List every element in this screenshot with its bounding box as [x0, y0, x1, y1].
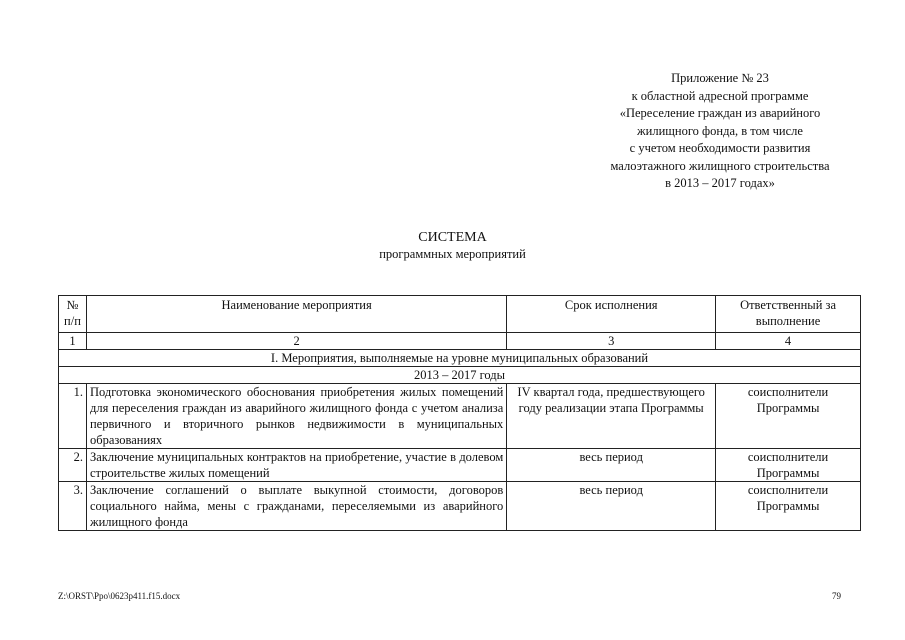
program-measures-table	[58, 295, 861, 531]
row-term: весь период	[507, 449, 716, 482]
appendix-line: «Переселение граждан из аварийного	[619, 106, 821, 120]
header-name: Наименование мероприятия	[86, 296, 506, 333]
row-responsible: соисполнители Программы	[716, 449, 861, 482]
appendix-header	[560, 70, 880, 193]
column-number: 3	[507, 333, 716, 350]
document-title: СИСТЕМА	[418, 230, 487, 245]
appendix-line: с учетом необходимости развития	[629, 141, 811, 155]
appendix-line: малоэтажного жилищного строительства	[610, 158, 830, 173]
column-number: 1	[59, 333, 87, 350]
appendix-line: к областной адресной программе	[631, 88, 809, 103]
period-row	[59, 367, 861, 384]
row-term: IV квартал года, предшествующего году реализации этапа Программы	[507, 384, 716, 449]
row-responsible: соисполнители Программы	[716, 384, 861, 449]
appendix-line: в 2013 – 2017 годах»	[665, 176, 775, 190]
row-measure-name: Заключение муниципальных контрактов на приобретение, участие в долевом строительстве жилых помещений	[86, 449, 506, 482]
header-term: Срок исполнения	[507, 296, 716, 333]
footer-file-path: Z:\ORST\Ppo\0623p411.f15.docx	[58, 591, 181, 601]
row-number: 2.	[59, 449, 87, 482]
table-row	[59, 482, 861, 531]
table-header-row	[59, 296, 861, 333]
row-measure-name: Подготовка экономического обоснования приобретения жилых помещений для переселения граждан из аварийного жилищного фонда с учетом анализа первичного и вторичного рынков недвижимости в муниципальных образованиях	[86, 384, 506, 449]
period-heading: 2013 – 2017 годы	[59, 367, 861, 384]
appendix-line: жилищного фонда, в том числе	[637, 123, 803, 138]
table-row	[59, 384, 861, 449]
row-number: 3.	[59, 482, 87, 531]
header-num: № п/п	[59, 296, 87, 333]
row-measure-name: Заключение соглашений о выплате выкупной стоимости, договоров социального найма, мены с гражданами, переселяемыми из аварийного жилищного фонда	[86, 482, 506, 531]
header-responsible: Ответственный за выполнение	[716, 296, 861, 333]
column-number: 4	[716, 333, 861, 350]
table-row	[59, 449, 861, 482]
row-responsible: соисполнители Программы	[716, 482, 861, 531]
appendix-line: Приложение № 23	[671, 71, 769, 85]
section-row	[59, 350, 861, 367]
section-heading: I. Мероприятия, выполняемые на уровне муниципальных образований	[59, 350, 861, 367]
row-number: 1.	[59, 384, 87, 449]
column-number: 2	[86, 333, 506, 350]
column-number-row	[59, 333, 861, 350]
row-term: весь период	[507, 482, 716, 531]
footer-page-number: 79	[832, 591, 841, 601]
document-subtitle: программных мероприятий	[379, 247, 526, 261]
